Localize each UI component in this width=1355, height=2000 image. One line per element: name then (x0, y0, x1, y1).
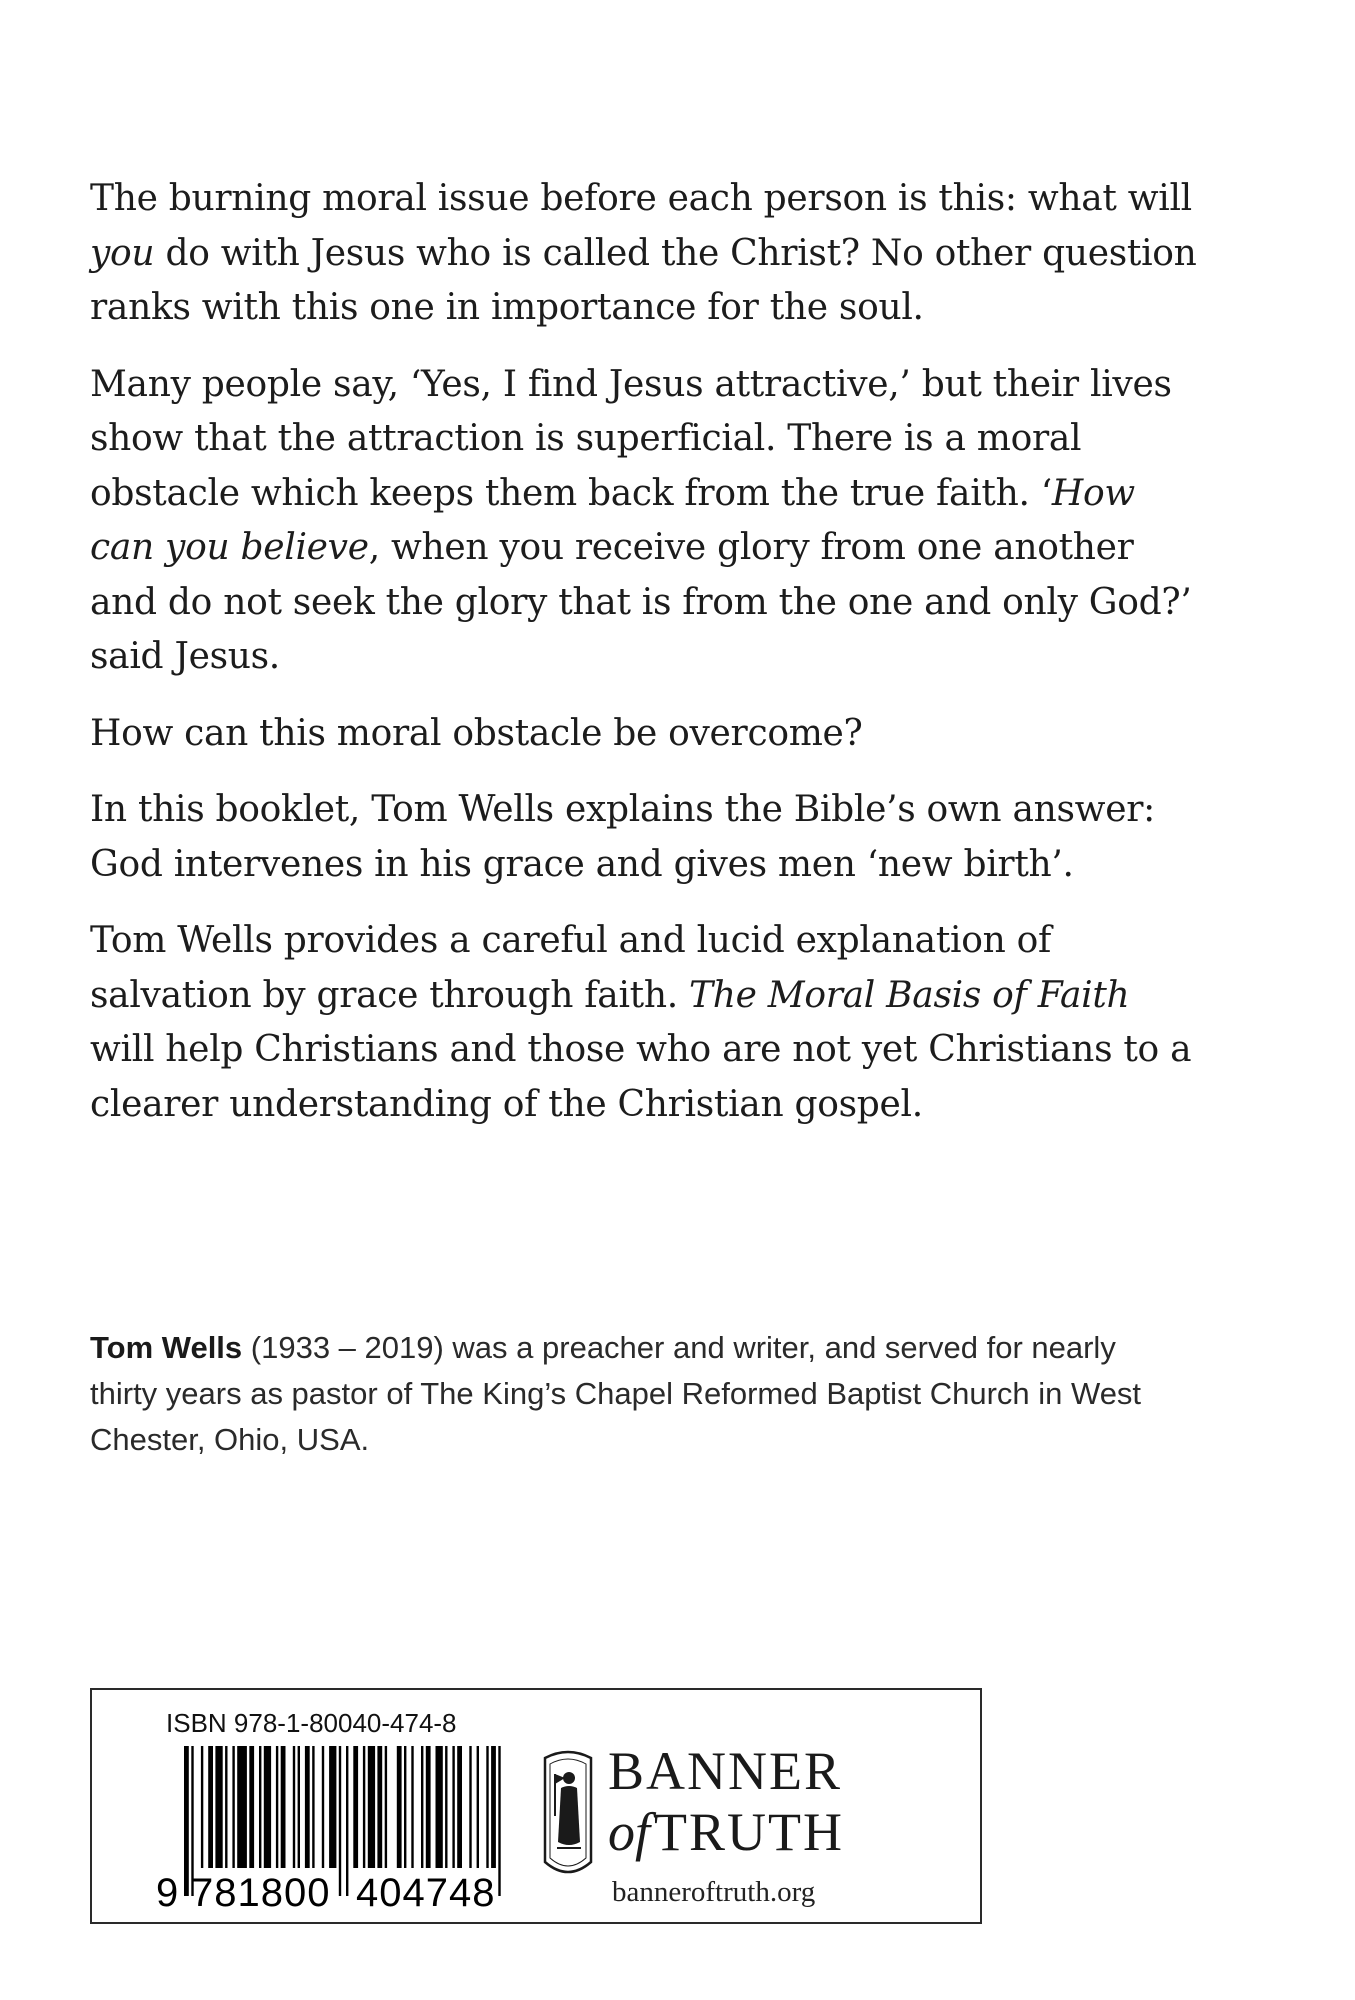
banner-of-truth-seal-icon (539, 1744, 597, 1884)
barcode-bar (469, 1746, 471, 1868)
barcode-bar (411, 1746, 413, 1868)
blurb-text: will help Christians and those who are not yet Christians to a clearer understanding of the Christian gospel. (90, 1029, 1192, 1125)
blurb-quote-emphasis: How can you believe (90, 472, 1135, 568)
barcode-bar (452, 1746, 454, 1868)
barcode-bar (329, 1746, 336, 1868)
isbn-barcode (152, 1742, 542, 1912)
barcode-bar (249, 1746, 254, 1868)
isbn-label: ISBN 978-1-80040-474-8 (166, 1708, 457, 1738)
publisher-name-of-truth (608, 1802, 844, 1862)
barcode-bar (404, 1746, 406, 1868)
blurb-paragraph-3: How can this moral obstacle be overcome? (90, 712, 863, 754)
barcode-bar (293, 1746, 295, 1868)
blurb-text: , when you receive glory from one another and do not seek the glory that is from the one and only God?’ said Jesus. (90, 527, 1192, 677)
author-bio-paragraph (90, 1325, 1190, 1463)
blurb-paragraph-4: In this booklet, Tom Wells explains the Bible’s own answer: God intervenes in his grace and gives men ‘new birth’. (90, 789, 1155, 885)
barcode-bar (298, 1746, 300, 1868)
barcode-bar (339, 1746, 341, 1896)
barcode-bar (259, 1746, 261, 1868)
publisher-name-banner: BANNER (608, 1741, 843, 1801)
barcode-bar (486, 1746, 488, 1868)
blurb-paragraph-1 (90, 172, 1200, 336)
blurb-paragraph-5 (90, 914, 1200, 1132)
barcode-bar (281, 1746, 286, 1868)
author-bio-text: (1933 – 2019) was a preacher and writer, and served for nearly thirty years as pastor of The King’s Chapel Reformed Baptist Church in West Chester, Ohio, USA. (90, 1330, 1142, 1457)
barcode-bar (184, 1746, 189, 1896)
blurb-text: do with Jesus who is called the Christ? No other question ranks with this one in importance for the soul. (90, 232, 1197, 328)
barcode-bar (426, 1746, 431, 1868)
barcode-bar (237, 1746, 247, 1868)
barcode-bar (397, 1746, 402, 1868)
barcode-bar (346, 1746, 348, 1896)
barcode-bar (368, 1746, 375, 1868)
publisher-name-truth: TRUTH (654, 1802, 844, 1862)
author-name: Tom Wells (90, 1330, 243, 1365)
book-title-italic: The Moral Basis of Faith (689, 974, 1130, 1016)
barcode-bar (385, 1746, 387, 1868)
barcode-digits-right: 404748 (356, 1871, 496, 1912)
blurb-emphasis: you (90, 232, 155, 274)
blurb-paragraph-2 (90, 358, 1200, 685)
blurb-text: Tom Wells provides a careful and lucid explanation of salvation by grace through faith. (90, 920, 1052, 1016)
back-cover-blurb (90, 172, 1200, 1154)
barcode-bar (436, 1746, 443, 1868)
barcode-bar (322, 1746, 324, 1868)
barcode-bar (377, 1746, 382, 1868)
barcode-bar (215, 1746, 222, 1868)
barcode-bar (477, 1746, 479, 1868)
barcode-publisher-box (90, 1688, 982, 1924)
author-bio (90, 1325, 1190, 1463)
barcode-bar (201, 1746, 203, 1868)
barcode-digits-left: 781800 (191, 1871, 331, 1912)
barcode-bar (225, 1746, 227, 1868)
blurb-text: The burning moral issue before each person is this: what will (90, 178, 1192, 219)
barcode-bar (491, 1746, 496, 1868)
publisher-name-of: of (608, 1802, 651, 1862)
barcode-bar (445, 1746, 447, 1868)
publisher-website: banneroftruth.org (612, 1876, 816, 1908)
barcode-bar (421, 1746, 423, 1868)
barcode-bar (457, 1746, 462, 1868)
barcode-digit-first: 9 (156, 1871, 179, 1912)
barcode-bar (208, 1746, 213, 1868)
barcode-bar (264, 1746, 271, 1868)
barcode-bar (305, 1746, 310, 1868)
barcode-bar (498, 1746, 500, 1896)
barcode-bar (232, 1746, 234, 1868)
barcode-bar (312, 1746, 314, 1868)
barcode-bar (353, 1746, 358, 1868)
barcode-bar (276, 1746, 278, 1868)
barcode-bar (363, 1746, 365, 1868)
blurb-text: Many people say, ‘Yes, I find Jesus attractive,’ but their lives show that the attraction is superficial. There is a moral obstacle which keeps them back from the true faith. ‘ (90, 363, 1172, 514)
